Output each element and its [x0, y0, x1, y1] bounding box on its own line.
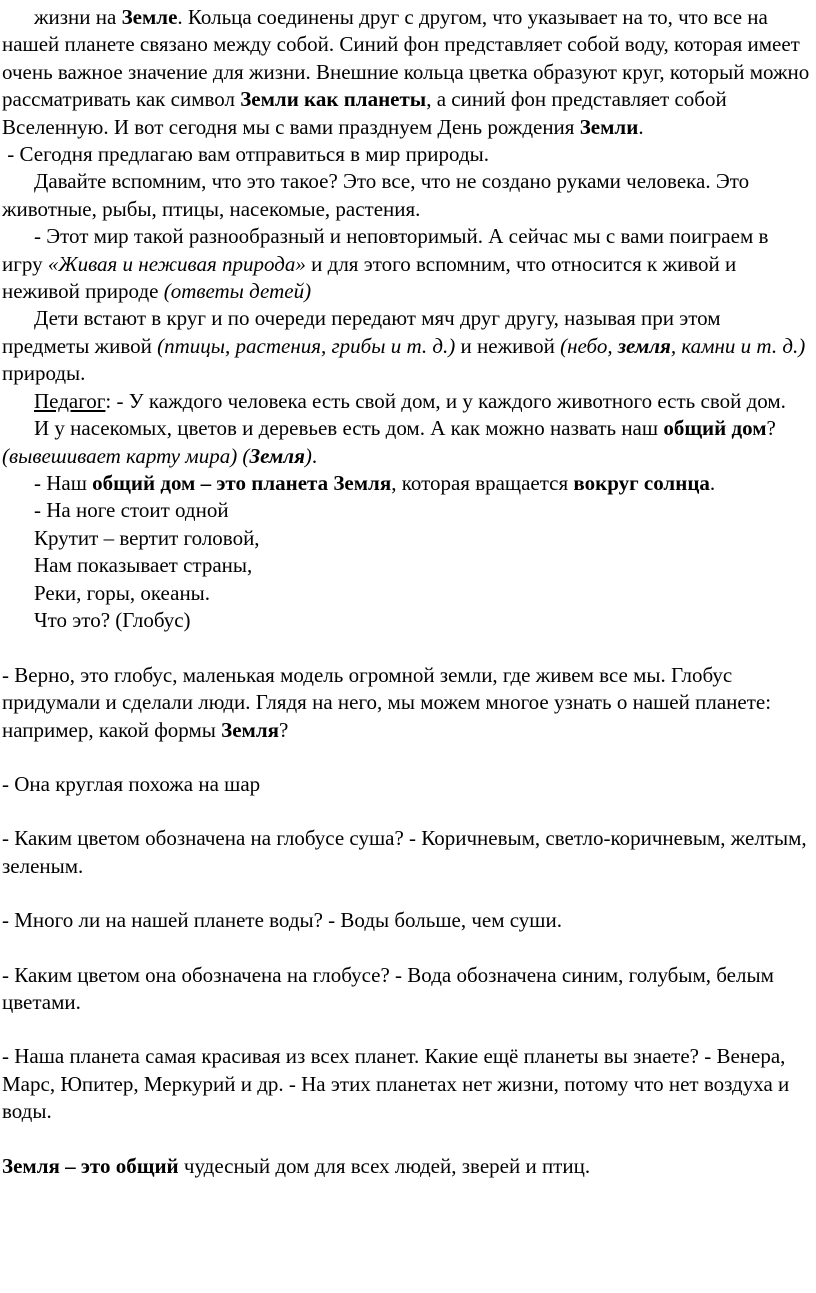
paragraph-nature-intro: - Сегодня предлагаю вам отправиться в мир природы. [2, 142, 489, 167]
paragraph-globe [2, 662, 812, 744]
spacer [2, 798, 812, 825]
riddle-line: Нам показывает страны, [34, 553, 253, 578]
spacer [2, 744, 812, 771]
spacer [2, 880, 812, 907]
text: . [311, 443, 318, 468]
italic-text: «Живая и неживая природа» [47, 251, 306, 276]
text: : - У каждого человека есть свой дом, и у каждого животного есть свой дом. [105, 388, 786, 413]
riddle-line: - На ноге стоит одной [34, 498, 229, 523]
italic-text: (ответы детей) [163, 279, 312, 304]
spacer [2, 1126, 812, 1153]
text: . [638, 114, 644, 139]
paragraph-common-home [2, 415, 812, 470]
text: чудесный дом для всех людей, зверей и птиц. [178, 1153, 591, 1178]
text: и неживой [455, 333, 561, 358]
spacer [2, 935, 812, 962]
paragraph-shape: - Она круглая похожа на шар [2, 771, 261, 796]
text: , которая вращается [391, 470, 574, 495]
paragraph-teacher-home [2, 388, 812, 415]
text: И у насекомых, цветов и деревьев есть дом. А как можно назвать наш [34, 416, 664, 441]
text: Дети встают в круг и по очереди передают мяч друг другу, называя при этом предметы живой [2, 306, 721, 358]
italic-text: ) [304, 443, 312, 468]
text: - Этот мир такой разнообразный и неповторимый. А сейчас мы с вами поиграем в игру [2, 224, 769, 276]
text: природы. [2, 361, 86, 386]
bold-text: Земли как планеты [240, 87, 427, 112]
paragraph-land-color: - Каким цветом обозначена на глобусе суша? - Коричневым, светло-коричневым, желтым, зеленым. [2, 826, 807, 878]
bold-text: Земля – это общий [2, 1153, 179, 1178]
bold-text: Земли [579, 114, 639, 139]
riddle-line: Что это? (Глобус) [34, 607, 191, 632]
text: . [709, 470, 716, 495]
bold-text: вокруг солнца [573, 470, 710, 495]
text: . Кольца соединены друг с другом, что указывает на то, что все на нашей планете связано между собой. Синий фон представляет собой воду, которая имеет очень важное значение для жизни. Внешние кольца цветка образуют круг, который можно рассматривать как символ [2, 5, 810, 112]
bold-italic-text: земля [617, 333, 671, 358]
paragraph-game-intro [2, 223, 812, 305]
bold-italic-text: Земля [249, 443, 305, 468]
bold-text: общий дом – это планета Земля [92, 470, 392, 495]
spacer [2, 634, 812, 661]
bold-text: общий дом [663, 416, 767, 441]
paragraph-planets: - Наша планета самая красивая из всех планет. Какие ещё планеты вы знаете? - Венера, Марс, Юпитер, Меркурий и др. - На этих планетах нет жизни, потому что нет воздуха и воды. [2, 1044, 790, 1124]
riddle-line: Крутит – вертит головой, [34, 525, 260, 550]
paragraph-earth-symbol [2, 4, 812, 141]
paragraph-game-rules [2, 305, 812, 387]
speaker-label: Педагог [34, 388, 106, 413]
text: жизни на [34, 5, 122, 29]
text: - Наш [34, 470, 93, 495]
bold-text: Земля [221, 717, 279, 742]
italic-text: , камни и т. д.) [670, 333, 806, 358]
riddle-line: Реки, горы, океаны. [34, 580, 211, 605]
text: и для этого вспомним, что относится к живой и неживой природе [2, 251, 737, 304]
paragraph-nature-definition: Давайте вспомним, что это такое? Это все, что не создано руками человека. Это животные, рыбы, птицы, насекомые, растения. [2, 169, 750, 221]
bold-text: Земле [121, 5, 178, 29]
italic-text: (вывешивает карту мира) ( [2, 443, 250, 468]
paragraph-water-color: - Каким цветом она обозначена на глобусе? - Вода обозначена синим, голубым, белым цветами. [2, 962, 774, 1014]
paragraph-water-amount: - Много ли на нашей планете воды? - Воды больше, чем суши. [2, 908, 562, 933]
text: - Верно, это глобус, маленькая модель огромной земли, где живем все мы. Глобус придумали и сделали люди. Глядя на него, мы можем многое узнать о нашей планете: например, какой формы [2, 662, 772, 742]
italic-text: (небо, [560, 333, 618, 358]
paragraph-conclusion [2, 1153, 812, 1180]
text: , а синий фон представляет собой Вселенную. И вот сегодня мы с вами празднуем День рождения [2, 87, 727, 139]
italic-text: (птицы, растения, грибы и т. д.) [157, 333, 456, 358]
spacer [2, 1016, 812, 1043]
text: ? [279, 717, 289, 742]
text: ? [766, 416, 776, 441]
paragraph-planet-earth [2, 470, 812, 497]
